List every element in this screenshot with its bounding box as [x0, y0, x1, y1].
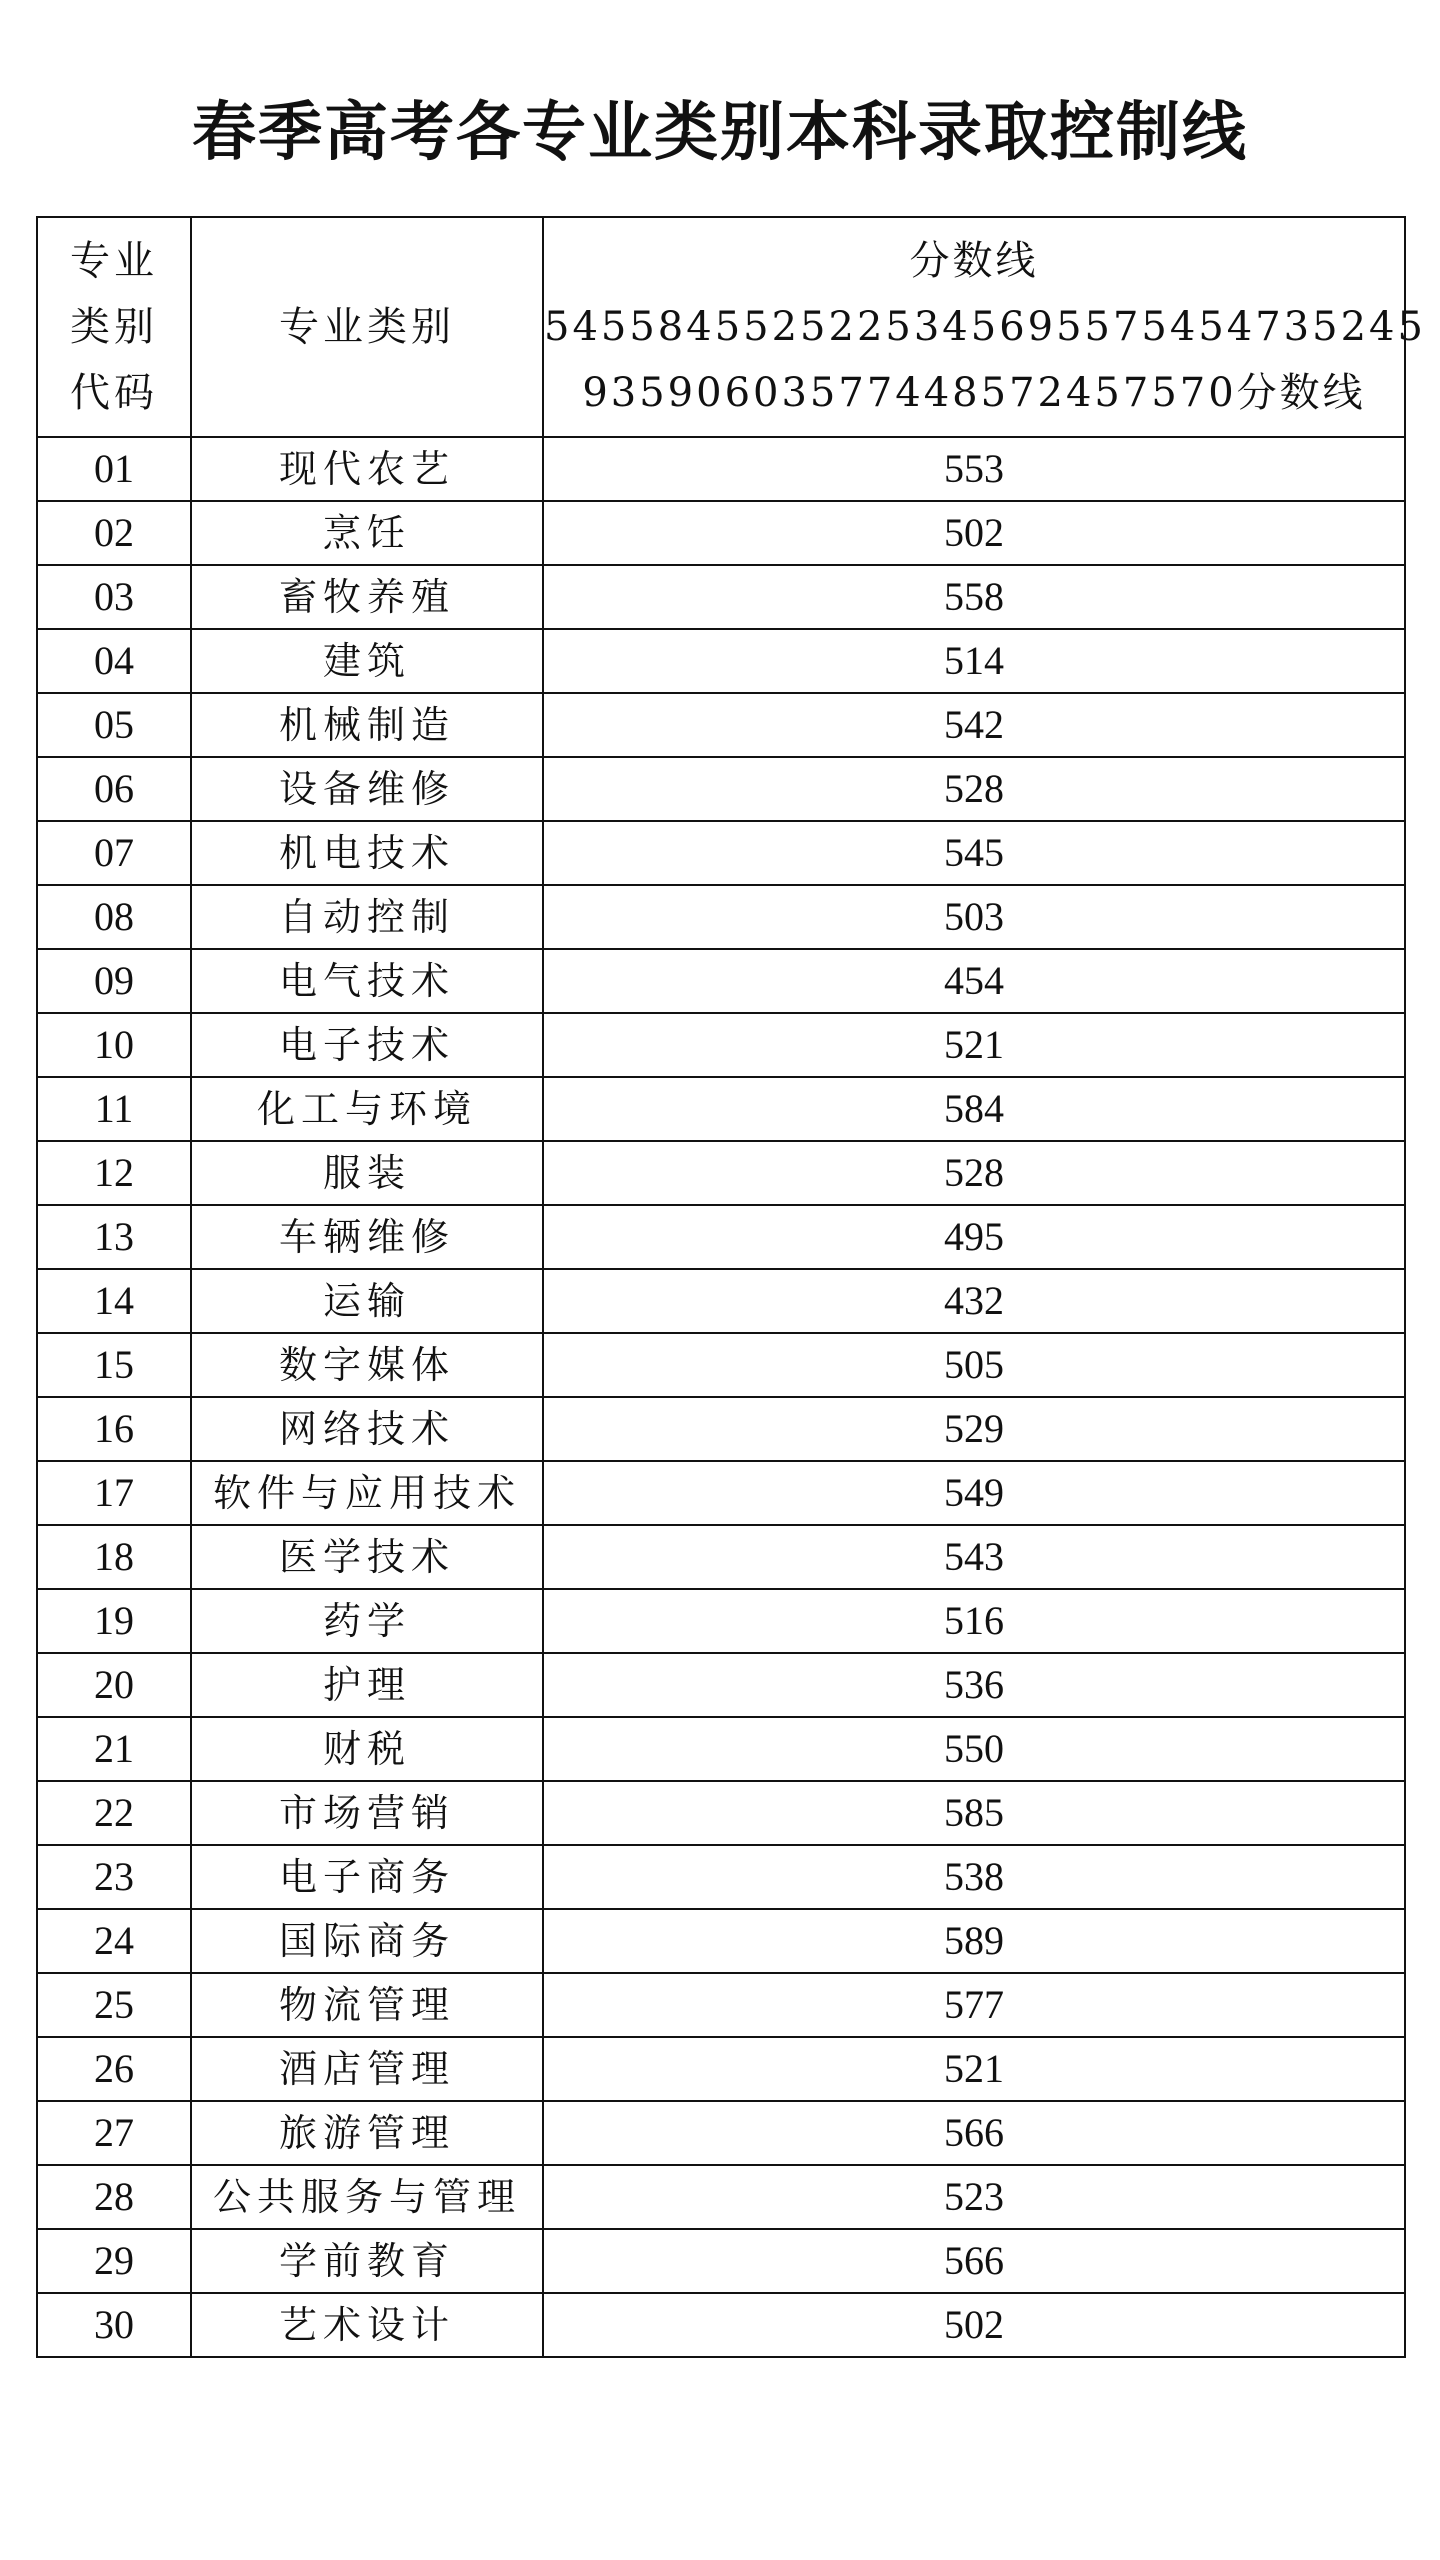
- row-code-cell: 26: [37, 2037, 191, 2101]
- table-row: [37, 1589, 1405, 1653]
- row-score-cell: 502: [543, 2293, 1405, 2357]
- row-category-cell: 机电技术: [191, 821, 543, 885]
- table-row: [37, 821, 1405, 885]
- row-category-cell: 酒店管理: [191, 2037, 543, 2101]
- row-score-cell: 536: [543, 1653, 1405, 1717]
- row-code-cell: 23: [37, 1845, 191, 1909]
- row-code-cell: 18: [37, 1525, 191, 1589]
- table-row: [37, 1845, 1405, 1909]
- row-score-cell: 558: [543, 565, 1405, 629]
- header-code-line: 类别: [70, 304, 158, 350]
- row-category-cell: 护理: [191, 1653, 543, 1717]
- row-score-cell: 566: [543, 2229, 1405, 2293]
- header-score-line: 分数线: [909, 238, 1039, 284]
- row-code-cell: 21: [37, 1717, 191, 1781]
- row-code-cell: 13: [37, 1205, 191, 1269]
- row-code-cell: 24: [37, 1909, 191, 1973]
- table-row: [37, 1973, 1405, 2037]
- row-code-cell: 14: [37, 1269, 191, 1333]
- row-score-cell: 589: [543, 1909, 1405, 1973]
- row-category-cell: 医学技术: [191, 1525, 543, 1589]
- row-code-cell: 25: [37, 1973, 191, 2037]
- row-category-cell: 软件与应用技术: [191, 1461, 543, 1525]
- row-score-cell: 529: [543, 1397, 1405, 1461]
- table-row: [37, 1333, 1405, 1397]
- page-title: 春季高考各专业类别本科录取控制线: [192, 95, 1248, 170]
- row-category-cell: 旅游管理: [191, 2101, 543, 2165]
- row-category-cell: 服装: [191, 1141, 543, 1205]
- row-category-cell: 财税: [191, 1717, 543, 1781]
- row-score-cell: 454: [543, 949, 1405, 1013]
- table-row: [37, 1141, 1405, 1205]
- table-row: [37, 757, 1405, 821]
- row-code-cell: 12: [37, 1141, 191, 1205]
- row-code-cell: 17: [37, 1461, 191, 1525]
- row-code-cell: 11: [37, 1077, 191, 1141]
- row-code-cell: 28: [37, 2165, 191, 2229]
- row-category-cell: 车辆维修: [191, 1205, 543, 1269]
- row-score-cell: 516: [543, 1589, 1405, 1653]
- row-category-cell: 网络技术: [191, 1397, 543, 1461]
- table-row: [37, 2165, 1405, 2229]
- row-code-cell: 03: [37, 565, 191, 629]
- table-row: [37, 629, 1405, 693]
- row-category-cell: 化工与环境: [191, 1077, 543, 1141]
- row-category-cell: 数字媒体: [191, 1333, 543, 1397]
- header-category: 专业类别: [191, 217, 543, 437]
- row-score-cell: 543: [543, 1525, 1405, 1589]
- table-row: [37, 1205, 1405, 1269]
- table-row: [37, 1781, 1405, 1845]
- row-score-cell: 528: [543, 1141, 1405, 1205]
- row-score-cell: 545: [543, 821, 1405, 885]
- row-code-cell: 02: [37, 501, 191, 565]
- row-score-cell: 521: [543, 2037, 1405, 2101]
- row-category-cell: 畜牧养殖: [191, 565, 543, 629]
- row-score-cell: 495: [543, 1205, 1405, 1269]
- row-score-cell: 523: [543, 2165, 1405, 2229]
- table-row: [37, 1397, 1405, 1461]
- row-score-cell: 502: [543, 501, 1405, 565]
- table-header-row: [37, 217, 1405, 437]
- table-row: [37, 2037, 1405, 2101]
- row-code-cell: 09: [37, 949, 191, 1013]
- row-score-cell: 553: [543, 437, 1405, 501]
- row-score-cell: 584: [543, 1077, 1405, 1141]
- table-row: [37, 1077, 1405, 1141]
- row-score-cell: 542: [543, 693, 1405, 757]
- row-category-cell: 药学: [191, 1589, 543, 1653]
- row-score-cell: 521: [543, 1013, 1405, 1077]
- table-row: [37, 2101, 1405, 2165]
- row-category-cell: 电气技术: [191, 949, 543, 1013]
- row-category-cell: 现代农艺: [191, 437, 543, 501]
- table-row: [37, 501, 1405, 565]
- row-category-cell: 烹饪: [191, 501, 543, 565]
- row-category-cell: 学前教育: [191, 2229, 543, 2293]
- header-code: [37, 217, 191, 437]
- row-code-cell: 01: [37, 437, 191, 501]
- table-row: [37, 1013, 1405, 1077]
- row-category-cell: 公共服务与管理: [191, 2165, 543, 2229]
- row-category-cell: 电子技术: [191, 1013, 543, 1077]
- row-score-cell: 514: [543, 629, 1405, 693]
- row-code-cell: 06: [37, 757, 191, 821]
- header-code-line: 专业: [70, 238, 158, 284]
- row-code-cell: 20: [37, 1653, 191, 1717]
- table-row: [37, 1269, 1405, 1333]
- table-row: [37, 885, 1405, 949]
- row-score-cell: 528: [543, 757, 1405, 821]
- table-row: [37, 1717, 1405, 1781]
- table-body: [37, 437, 1405, 2357]
- row-category-cell: 设备维修: [191, 757, 543, 821]
- header-score-line: 93590603577448572457570分数线: [582, 370, 1366, 416]
- row-score-cell: 550: [543, 1717, 1405, 1781]
- score-table: [36, 216, 1426, 2358]
- row-score-cell: 505: [543, 1333, 1405, 1397]
- row-score-cell: 577: [543, 1973, 1405, 2037]
- table-row: [37, 565, 1405, 629]
- row-category-cell: 艺术设计: [191, 2293, 543, 2357]
- row-code-cell: 04: [37, 629, 191, 693]
- table-row: [37, 437, 1405, 501]
- row-category-cell: 自动控制: [191, 885, 543, 949]
- header-code-line: 代码: [70, 370, 158, 416]
- row-score-cell: 503: [543, 885, 1405, 949]
- row-score-cell: 432: [543, 1269, 1405, 1333]
- table-row: [37, 1461, 1405, 1525]
- row-category-cell: 运输: [191, 1269, 543, 1333]
- row-category-cell: 电子商务: [191, 1845, 543, 1909]
- row-category-cell: 国际商务: [191, 1909, 543, 1973]
- row-code-cell: 22: [37, 1781, 191, 1845]
- row-score-cell: 566: [543, 2101, 1405, 2165]
- row-code-cell: 07: [37, 821, 191, 885]
- row-category-cell: 物流管理: [191, 1973, 543, 2037]
- table-row: [37, 2229, 1405, 2293]
- row-score-cell: 538: [543, 1845, 1405, 1909]
- row-code-cell: 29: [37, 2229, 191, 2293]
- row-code-cell: 15: [37, 1333, 191, 1397]
- row-category-cell: 建筑: [191, 629, 543, 693]
- row-code-cell: 08: [37, 885, 191, 949]
- row-category-cell: 市场营销: [191, 1781, 543, 1845]
- table-row: [37, 2293, 1405, 2357]
- row-code-cell: 10: [37, 1013, 191, 1077]
- row-code-cell: 16: [37, 1397, 191, 1461]
- row-category-cell: 机械制造: [191, 693, 543, 757]
- row-code-cell: 30: [37, 2293, 191, 2357]
- table-row: [37, 1525, 1405, 1589]
- table-row: [37, 1909, 1405, 1973]
- table-row: [37, 1653, 1405, 1717]
- header-score-line: 5455845525225345695575454735245: [544, 304, 1426, 350]
- table-row: [37, 693, 1405, 757]
- header-score: [543, 217, 1426, 437]
- row-score-cell: 549: [543, 1461, 1405, 1525]
- row-code-cell: 27: [37, 2101, 191, 2165]
- table-row: [37, 949, 1405, 1013]
- row-code-cell: 05: [37, 693, 191, 757]
- row-score-cell: 585: [543, 1781, 1405, 1845]
- row-code-cell: 19: [37, 1589, 191, 1653]
